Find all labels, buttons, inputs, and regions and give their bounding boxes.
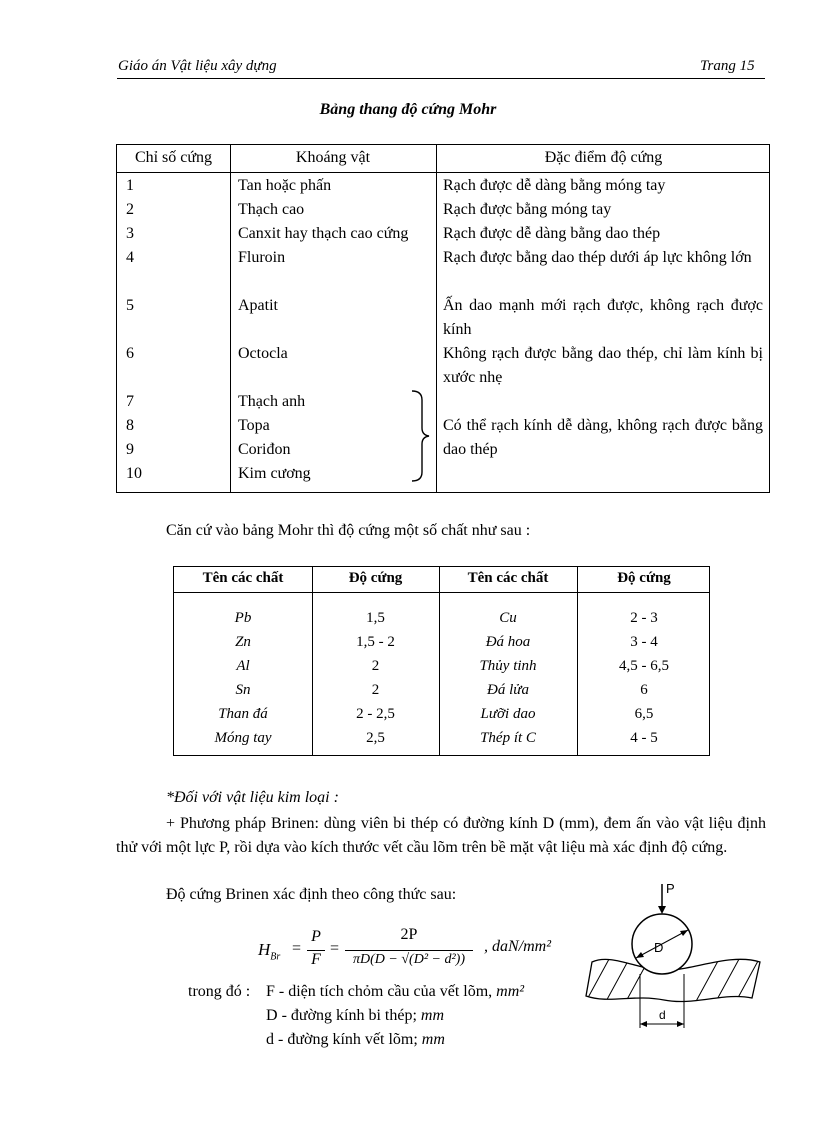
where-text: - diện tích chỏm cầu của vết lõm, — [278, 983, 493, 1000]
fraction-bar — [345, 950, 473, 951]
where-item — [266, 1004, 444, 1028]
where-unit: mm² — [496, 983, 525, 1000]
cell-substance: Đá lửa — [487, 682, 529, 698]
row-index: 3 — [126, 225, 134, 242]
row-mineral: Topa — [238, 417, 270, 434]
row-description: Ấn dao mạnh mới rạch được, không rạch được kính — [443, 297, 763, 338]
header-mineral: Khoáng vật — [295, 149, 371, 166]
cell-substance: Than đá — [218, 706, 268, 722]
curly-brace-icon — [408, 388, 434, 484]
formula-equals: = — [292, 940, 302, 957]
header-page: Trang 15 — [700, 58, 755, 74]
cell-substance: Zn — [235, 634, 251, 650]
row-mineral: Canxit hay thạch cao cứng — [238, 225, 409, 242]
formula-num2: 2P — [400, 926, 418, 943]
formula-num1: P — [311, 928, 321, 945]
row-index: 4 — [126, 249, 134, 266]
formula-intro: Độ cứng Brinen xác định theo công thức sau: — [166, 886, 457, 903]
cell-hardness: 2 - 3 — [630, 610, 658, 626]
formula-den1: F — [311, 951, 321, 968]
cell-hardness: 4 - 5 — [630, 730, 658, 746]
row-mineral: Apatit — [238, 297, 278, 314]
row-index: 6 — [126, 345, 134, 362]
row-mineral: Fluroin — [238, 249, 286, 266]
hardness-table — [173, 566, 710, 756]
cell-substance: Đá hoa — [485, 634, 531, 650]
section-heading: *Đối với vật liệu kim loại : — [166, 789, 339, 806]
cell-substance: Móng tay — [214, 730, 272, 746]
row-index: 5 — [126, 297, 134, 314]
header-hardness: Độ cứng — [348, 570, 403, 586]
formula-h: H — [258, 940, 271, 959]
where-symbol: F — [266, 983, 275, 1000]
force-arrow-icon — [658, 906, 666, 914]
where-prefix: trong đó : — [188, 983, 251, 1000]
row-mineral: Tan hoặc phấn — [238, 177, 332, 194]
column-divider — [230, 145, 231, 492]
formula-lhs — [258, 940, 280, 962]
cell-hardness: 2 - 2,5 — [356, 706, 395, 722]
where-text: - đường kính vết lõm; — [278, 1031, 418, 1048]
cell-hardness: 6,5 — [634, 706, 654, 722]
where-item — [266, 1028, 445, 1052]
where-text: - đường kính bi thép; — [281, 1007, 417, 1024]
column-divider — [436, 145, 437, 492]
header-hardness: Độ cứng — [617, 570, 671, 586]
row-mineral: Octocla — [238, 345, 288, 362]
cell-substance: Thủy tinh — [479, 658, 537, 674]
row-mineral: Coriđon — [238, 441, 291, 458]
cell-substance: Cu — [499, 610, 517, 626]
row-description: Rạch được dễ dàng bằng dao thép — [443, 225, 661, 242]
formula-equals: = — [330, 940, 340, 957]
cell-hardness: 2,5 — [366, 730, 385, 746]
row-index: 2 — [126, 201, 134, 218]
formula-unit: , daN/mm² — [484, 938, 552, 955]
ball-label: D — [654, 940, 664, 955]
table-title: Bảng thang độ cứng Mohr — [319, 101, 497, 118]
cell-hardness: 4,5 - 6,5 — [619, 658, 669, 674]
header-rule — [117, 78, 765, 79]
where-unit: mm — [421, 1031, 445, 1048]
row-index: 7 — [126, 393, 134, 410]
row-description: Rạch được bằng dao thép dưới áp lực không lớn — [443, 249, 752, 266]
header-divider — [174, 592, 709, 593]
where-unit: mm — [420, 1007, 445, 1024]
arrow-head-icon — [677, 1021, 684, 1027]
row-index: 9 — [126, 441, 134, 458]
cell-hardness: 1,5 - 2 — [356, 634, 395, 650]
formula-subscript: Br — [270, 951, 281, 963]
where-item — [266, 980, 524, 1004]
formula-den2: πD(D − √(D² − d²)) — [353, 952, 465, 967]
header-index: Chỉ số cứng — [134, 149, 213, 166]
row-index: 8 — [126, 417, 134, 434]
row-mineral: Thạch cao — [238, 201, 305, 218]
header-substance: Tên các chất — [202, 570, 284, 586]
intro-text: Căn cứ vào bảng Mohr thì độ cứng một số chất như sau : — [166, 522, 531, 539]
group-description: Có thể rạch kính dễ dàng, không rạch được bằng dao thép — [443, 417, 763, 458]
header-divider — [117, 172, 769, 173]
cell-hardness: 2 — [371, 682, 380, 698]
where-symbol: d — [266, 1031, 274, 1048]
mohr-table — [116, 144, 770, 493]
row-mineral: Thạch anh — [238, 393, 306, 410]
cell-substance: Pb — [234, 610, 252, 626]
cell-substance: Al — [236, 658, 250, 674]
header-title: Giáo án Vật liệu xây dựng — [118, 58, 277, 74]
arrow-head-icon — [640, 1021, 647, 1027]
cell-hardness: 2 — [371, 658, 380, 674]
brinell-paragraph: + Phương pháp Brinen: dùng viên bi thép có đường kính D (mm), đem ấn vào vật liệu định thử với một lực P, rồi dựa vào kích thước vết cầu lõm trên bề mặt vật liệu mà xác định độ cứng. — [116, 815, 766, 856]
row-description: Không rạch được bằng dao thép, chỉ làm kính bị xước nhẹ — [443, 345, 763, 386]
cell-substance: Sn — [235, 682, 251, 698]
dent-label: d — [659, 1008, 666, 1022]
cell-substance: Lưỡi dao — [480, 706, 536, 722]
cell-hardness: 6 — [640, 682, 648, 698]
brinell-diagram — [584, 880, 764, 1040]
row-description: Rạch được bằng móng tay — [443, 201, 612, 218]
header-substance: Tên các chất — [467, 570, 549, 586]
row-description: Rạch được dễ dàng bằng móng tay — [443, 177, 666, 194]
where-symbol: D — [266, 1007, 278, 1024]
row-mineral: Kim cương — [238, 465, 311, 482]
row-index: 10 — [126, 465, 142, 482]
force-label: P — [666, 881, 675, 896]
header-description: Đặc điểm độ cứng — [544, 149, 663, 166]
row-index: 1 — [126, 177, 134, 194]
cell-hardness: 1,5 — [366, 610, 385, 626]
cell-substance: Thép ít C — [480, 730, 536, 746]
cell-hardness: 3 - 4 — [630, 634, 658, 650]
